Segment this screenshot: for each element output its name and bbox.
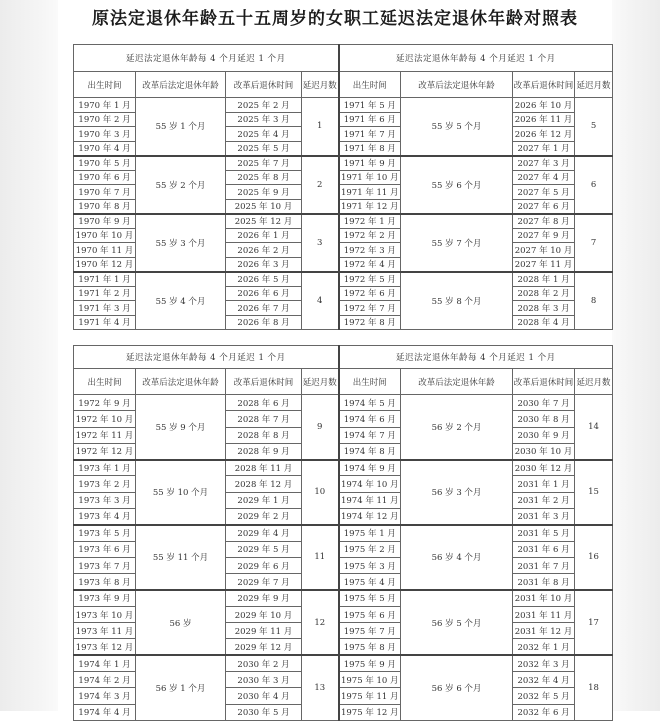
birth-cell: 1975 年 7 月 bbox=[339, 623, 401, 639]
retire-time-cell: 2029 年 2 月 bbox=[226, 509, 302, 525]
retire-time-cell: 2031 年 3 月 bbox=[513, 509, 575, 525]
retire-time-cell: 2027 年 6 月 bbox=[513, 199, 575, 214]
birth-cell: 1975 年 10 月 bbox=[339, 672, 401, 688]
retire-time-cell: 2029 年 7 月 bbox=[226, 574, 302, 590]
delay-months-cell: 3 bbox=[302, 214, 339, 272]
table-row bbox=[74, 98, 613, 113]
birth-cell: 1970 年 12 月 bbox=[74, 257, 136, 272]
table-row bbox=[74, 525, 613, 541]
retire-time-cell: 2027 年 9 月 bbox=[513, 228, 575, 243]
birth-cell: 1973 年 11 月 bbox=[74, 623, 136, 639]
delay-months-cell: 12 bbox=[302, 590, 339, 655]
retirement-age-cell: 55 岁 9 个月 bbox=[136, 395, 226, 460]
col-header-delay-right: 延迟月数 bbox=[575, 369, 613, 395]
delay-months-cell: 13 bbox=[302, 655, 339, 720]
col-header-age-right: 改革后法定退休年龄 bbox=[401, 72, 513, 98]
birth-cell: 1973 年 12 月 bbox=[74, 639, 136, 655]
retire-time-cell: 2030 年 7 月 bbox=[513, 395, 575, 411]
retire-time-cell: 2025 年 5 月 bbox=[226, 141, 302, 156]
col-header-age-right: 改革后法定退休年龄 bbox=[401, 369, 513, 395]
col-header-retire-left: 改革后退休时间 bbox=[226, 72, 302, 98]
retire-time-cell: 2027 年 4 月 bbox=[513, 170, 575, 185]
birth-cell: 1973 年 1 月 bbox=[74, 460, 136, 476]
col-header-birth-right: 出生时间 bbox=[339, 72, 401, 98]
birth-cell: 1973 年 6 月 bbox=[74, 541, 136, 557]
birth-cell: 1972 年 3 月 bbox=[339, 243, 401, 258]
birth-cell: 1970 年 7 月 bbox=[74, 185, 136, 200]
birth-cell: 1971 年 7 月 bbox=[339, 127, 401, 142]
retire-time-cell: 2028 年 7 月 bbox=[226, 411, 302, 427]
retire-time-cell: 2028 年 12 月 bbox=[226, 476, 302, 492]
page-title: 原法定退休年龄五十五周岁的女职工延迟法定退休年龄对照表 bbox=[92, 9, 578, 29]
retirement-age-cell: 55 岁 6 个月 bbox=[401, 156, 513, 214]
retire-time-cell: 2028 年 2 月 bbox=[513, 286, 575, 301]
retire-time-cell: 2028 年 8 月 bbox=[226, 427, 302, 443]
birth-cell: 1974 年 7 月 bbox=[339, 427, 401, 443]
table-row bbox=[74, 460, 613, 476]
retire-time-cell: 2027 年 1 月 bbox=[513, 141, 575, 156]
birth-cell: 1970 年 4 月 bbox=[74, 141, 136, 156]
retire-time-cell: 2025 年 4 月 bbox=[226, 127, 302, 142]
col-header-delay-right: 延迟月数 bbox=[575, 72, 613, 98]
birth-cell: 1970 年 10 月 bbox=[74, 228, 136, 243]
retirement-age-cell: 56 岁 5 个月 bbox=[401, 590, 513, 655]
delay-months-cell: 18 bbox=[575, 655, 613, 720]
retire-time-cell: 2029 年 4 月 bbox=[226, 525, 302, 541]
retire-time-cell: 2031 年 2 月 bbox=[513, 492, 575, 508]
birth-cell: 1974 年 8 月 bbox=[339, 443, 401, 459]
table-row bbox=[74, 214, 613, 229]
retire-time-cell: 2025 年 3 月 bbox=[226, 112, 302, 127]
section-header-left: 延迟法定退休年龄每 4 个月延迟 1 个月 bbox=[74, 45, 339, 72]
retire-time-cell: 2027 年 10 月 bbox=[513, 243, 575, 258]
retire-time-cell: 2030 年 8 月 bbox=[513, 411, 575, 427]
birth-cell: 1972 年 9 月 bbox=[74, 395, 136, 411]
table-row bbox=[74, 590, 613, 606]
column-header-row bbox=[74, 369, 613, 395]
birth-cell: 1971 年 3 月 bbox=[74, 301, 136, 316]
birth-cell: 1971 年 11 月 bbox=[339, 185, 401, 200]
delay-months-cell: 17 bbox=[575, 590, 613, 655]
table-row bbox=[74, 156, 613, 171]
birth-cell: 1971 年 6 月 bbox=[339, 112, 401, 127]
birth-cell: 1974 年 11 月 bbox=[339, 492, 401, 508]
birth-cell: 1973 年 10 月 bbox=[74, 606, 136, 622]
retirement-age-cell: 56 岁 2 个月 bbox=[401, 395, 513, 460]
birth-cell: 1970 年 9 月 bbox=[74, 214, 136, 229]
retire-time-cell: 2029 年 9 月 bbox=[226, 590, 302, 606]
delay-months-cell: 15 bbox=[575, 460, 613, 525]
birth-cell: 1975 年 9 月 bbox=[339, 655, 401, 671]
col-header-delay-left: 延迟月数 bbox=[302, 72, 339, 98]
retire-time-cell: 2028 年 11 月 bbox=[226, 460, 302, 476]
section-header-row bbox=[74, 346, 613, 369]
birth-cell: 1975 年 4 月 bbox=[339, 574, 401, 590]
section-header-row bbox=[74, 45, 613, 72]
birth-cell: 1971 年 2 月 bbox=[74, 286, 136, 301]
retire-time-cell: 2025 年 9 月 bbox=[226, 185, 302, 200]
birth-cell: 1972 年 6 月 bbox=[339, 286, 401, 301]
retire-time-cell: 2029 年 11 月 bbox=[226, 623, 302, 639]
retire-time-cell: 2028 年 9 月 bbox=[226, 443, 302, 459]
birth-cell: 1973 年 9 月 bbox=[74, 590, 136, 606]
retire-time-cell: 2026 年 6 月 bbox=[226, 286, 302, 301]
birth-cell: 1974 年 3 月 bbox=[74, 688, 136, 704]
retirement-age-cell: 56 岁 1 个月 bbox=[136, 655, 226, 720]
birth-cell: 1974 年 6 月 bbox=[339, 411, 401, 427]
birth-cell: 1972 年 7 月 bbox=[339, 301, 401, 316]
retire-time-cell: 2029 年 1 月 bbox=[226, 492, 302, 508]
table-row bbox=[74, 655, 613, 671]
birth-cell: 1973 年 5 月 bbox=[74, 525, 136, 541]
retire-time-cell: 2032 年 6 月 bbox=[513, 704, 575, 720]
retire-time-cell: 2032 年 5 月 bbox=[513, 688, 575, 704]
birth-cell: 1970 年 11 月 bbox=[74, 243, 136, 258]
retire-time-cell: 2026 年 3 月 bbox=[226, 257, 302, 272]
retire-time-cell: 2031 年 1 月 bbox=[513, 476, 575, 492]
retirement-table-2 bbox=[73, 345, 613, 721]
birth-cell: 1971 年 9 月 bbox=[339, 156, 401, 171]
retire-time-cell: 2032 年 3 月 bbox=[513, 655, 575, 671]
col-header-age-left: 改革后法定退休年龄 bbox=[136, 72, 226, 98]
birth-cell: 1972 年 2 月 bbox=[339, 228, 401, 243]
delay-months-cell: 8 bbox=[575, 272, 613, 330]
retire-time-cell: 2031 年 8 月 bbox=[513, 574, 575, 590]
page-right-margin bbox=[612, 0, 660, 711]
birth-cell: 1970 年 8 月 bbox=[74, 199, 136, 214]
birth-cell: 1971 年 8 月 bbox=[339, 141, 401, 156]
retirement-table-1 bbox=[73, 44, 613, 330]
col-header-retire-right: 改革后退休时间 bbox=[513, 369, 575, 395]
birth-cell: 1973 年 4 月 bbox=[74, 509, 136, 525]
birth-cell: 1972 年 1 月 bbox=[339, 214, 401, 229]
birth-cell: 1970 年 5 月 bbox=[74, 156, 136, 171]
birth-cell: 1974 年 1 月 bbox=[74, 655, 136, 671]
birth-cell: 1974 年 2 月 bbox=[74, 672, 136, 688]
birth-cell: 1975 年 2 月 bbox=[339, 541, 401, 557]
birth-cell: 1975 年 12 月 bbox=[339, 704, 401, 720]
retire-time-cell: 2026 年 8 月 bbox=[226, 315, 302, 330]
col-header-retire-right: 改革后退休时间 bbox=[513, 72, 575, 98]
retirement-age-cell: 56 岁 4 个月 bbox=[401, 525, 513, 590]
retirement-age-cell: 55 岁 1 个月 bbox=[136, 98, 226, 156]
delay-months-cell: 10 bbox=[302, 460, 339, 525]
retire-time-cell: 2028 年 4 月 bbox=[513, 315, 575, 330]
retirement-age-cell: 55 岁 11 个月 bbox=[136, 525, 226, 590]
retirement-age-cell: 55 岁 10 个月 bbox=[136, 460, 226, 525]
retirement-age-cell: 55 岁 7 个月 bbox=[401, 214, 513, 272]
birth-cell: 1972 年 4 月 bbox=[339, 257, 401, 272]
birth-cell: 1975 年 8 月 bbox=[339, 639, 401, 655]
retire-time-cell: 2030 年 9 月 bbox=[513, 427, 575, 443]
retirement-age-cell: 56 岁 6 个月 bbox=[401, 655, 513, 720]
retire-time-cell: 2031 年 10 月 bbox=[513, 590, 575, 606]
col-header-delay-left: 延迟月数 bbox=[302, 369, 339, 395]
retire-time-cell: 2030 年 4 月 bbox=[226, 688, 302, 704]
delay-months-cell: 1 bbox=[302, 98, 339, 156]
retire-time-cell: 2032 年 1 月 bbox=[513, 639, 575, 655]
retire-time-cell: 2029 年 6 月 bbox=[226, 557, 302, 573]
retire-time-cell: 2026 年 5 月 bbox=[226, 272, 302, 287]
retire-time-cell: 2029 年 5 月 bbox=[226, 541, 302, 557]
retire-time-cell: 2031 年 11 月 bbox=[513, 606, 575, 622]
table-row bbox=[74, 395, 613, 411]
retire-time-cell: 2030 年 2 月 bbox=[226, 655, 302, 671]
table-row bbox=[74, 272, 613, 287]
retirement-age-cell: 55 岁 8 个月 bbox=[401, 272, 513, 330]
retire-time-cell: 2028 年 1 月 bbox=[513, 272, 575, 287]
retire-time-cell: 2026 年 7 月 bbox=[226, 301, 302, 316]
birth-cell: 1974 年 10 月 bbox=[339, 476, 401, 492]
delay-months-cell: 16 bbox=[575, 525, 613, 590]
birth-cell: 1974 年 12 月 bbox=[339, 509, 401, 525]
section-header-left: 延迟法定退休年龄每 4 个月延迟 1 个月 bbox=[74, 346, 339, 369]
retire-time-cell: 2031 年 6 月 bbox=[513, 541, 575, 557]
col-header-birth-left: 出生时间 bbox=[74, 369, 136, 395]
retire-time-cell: 2030 年 12 月 bbox=[513, 460, 575, 476]
birth-cell: 1970 年 2 月 bbox=[74, 112, 136, 127]
retirement-age-cell: 55 岁 5 个月 bbox=[401, 98, 513, 156]
delay-months-cell: 2 bbox=[302, 156, 339, 214]
birth-cell: 1973 年 7 月 bbox=[74, 557, 136, 573]
page-left-margin bbox=[0, 0, 58, 711]
retire-time-cell: 2026 年 10 月 bbox=[513, 98, 575, 113]
birth-cell: 1971 年 4 月 bbox=[74, 315, 136, 330]
retire-time-cell: 2027 年 8 月 bbox=[513, 214, 575, 229]
delay-months-cell: 5 bbox=[575, 98, 613, 156]
birth-cell: 1974 年 4 月 bbox=[74, 704, 136, 720]
birth-cell: 1975 年 11 月 bbox=[339, 688, 401, 704]
birth-cell: 1975 年 1 月 bbox=[339, 525, 401, 541]
birth-cell: 1972 年 10 月 bbox=[74, 411, 136, 427]
delay-months-cell: 4 bbox=[302, 272, 339, 330]
retire-time-cell: 2026 年 2 月 bbox=[226, 243, 302, 258]
birth-cell: 1974 年 5 月 bbox=[339, 395, 401, 411]
delay-months-cell: 6 bbox=[575, 156, 613, 214]
retire-time-cell: 2031 年 5 月 bbox=[513, 525, 575, 541]
birth-cell: 1974 年 9 月 bbox=[339, 460, 401, 476]
retirement-age-cell: 55 岁 3 个月 bbox=[136, 214, 226, 272]
retire-time-cell: 2025 年 8 月 bbox=[226, 170, 302, 185]
retire-time-cell: 2029 年 12 月 bbox=[226, 639, 302, 655]
retirement-age-cell: 55 岁 2 个月 bbox=[136, 156, 226, 214]
birth-cell: 1971 年 10 月 bbox=[339, 170, 401, 185]
retire-time-cell: 2025 年 7 月 bbox=[226, 156, 302, 171]
birth-cell: 1971 年 5 月 bbox=[339, 98, 401, 113]
birth-cell: 1970 年 3 月 bbox=[74, 127, 136, 142]
retire-time-cell: 2025 年 10 月 bbox=[226, 199, 302, 214]
retire-time-cell: 2026 年 12 月 bbox=[513, 127, 575, 142]
retire-time-cell: 2031 年 7 月 bbox=[513, 557, 575, 573]
retire-time-cell: 2026 年 11 月 bbox=[513, 112, 575, 127]
col-header-birth-left: 出生时间 bbox=[74, 72, 136, 98]
delay-months-cell: 11 bbox=[302, 525, 339, 590]
delay-months-cell: 9 bbox=[302, 395, 339, 460]
birth-cell: 1972 年 5 月 bbox=[339, 272, 401, 287]
delay-months-cell: 14 bbox=[575, 395, 613, 460]
birth-cell: 1970 年 6 月 bbox=[74, 170, 136, 185]
birth-cell: 1975 年 5 月 bbox=[339, 590, 401, 606]
retire-time-cell: 2026 年 1 月 bbox=[226, 228, 302, 243]
birth-cell: 1975 年 3 月 bbox=[339, 557, 401, 573]
col-header-age-left: 改革后法定退休年龄 bbox=[136, 369, 226, 395]
retire-time-cell: 2027 年 5 月 bbox=[513, 185, 575, 200]
birth-cell: 1971 年 12 月 bbox=[339, 199, 401, 214]
retirement-age-cell: 55 岁 4 个月 bbox=[136, 272, 226, 330]
retire-time-cell: 2027 年 3 月 bbox=[513, 156, 575, 171]
retire-time-cell: 2030 年 10 月 bbox=[513, 443, 575, 459]
birth-cell: 1972 年 12 月 bbox=[74, 443, 136, 459]
col-header-birth-right: 出生时间 bbox=[339, 369, 401, 395]
birth-cell: 1973 年 2 月 bbox=[74, 476, 136, 492]
delay-months-cell: 7 bbox=[575, 214, 613, 272]
birth-cell: 1970 年 1 月 bbox=[74, 98, 136, 113]
retirement-age-cell: 56 岁 bbox=[136, 590, 226, 655]
birth-cell: 1973 年 8 月 bbox=[74, 574, 136, 590]
birth-cell: 1973 年 3 月 bbox=[74, 492, 136, 508]
col-header-retire-left: 改革后退休时间 bbox=[226, 369, 302, 395]
retire-time-cell: 2027 年 11 月 bbox=[513, 257, 575, 272]
birth-cell: 1972 年 8 月 bbox=[339, 315, 401, 330]
section-header-right: 延迟法定退休年龄每 4 个月延迟 1 个月 bbox=[339, 346, 613, 369]
retire-time-cell: 2029 年 10 月 bbox=[226, 606, 302, 622]
birth-cell: 1972 年 11 月 bbox=[74, 427, 136, 443]
retire-time-cell: 2028 年 3 月 bbox=[513, 301, 575, 316]
retire-time-cell: 2030 年 5 月 bbox=[226, 704, 302, 720]
birth-cell: 1975 年 6 月 bbox=[339, 606, 401, 622]
retire-time-cell: 2028 年 6 月 bbox=[226, 395, 302, 411]
section-header-right: 延迟法定退休年龄每 4 个月延迟 1 个月 bbox=[339, 45, 613, 72]
retire-time-cell: 2032 年 4 月 bbox=[513, 672, 575, 688]
retire-time-cell: 2025 年 12 月 bbox=[226, 214, 302, 229]
retire-time-cell: 2031 年 12 月 bbox=[513, 623, 575, 639]
birth-cell: 1971 年 1 月 bbox=[74, 272, 136, 287]
retire-time-cell: 2030 年 3 月 bbox=[226, 672, 302, 688]
retire-time-cell: 2025 年 2 月 bbox=[226, 98, 302, 113]
column-header-row bbox=[74, 72, 613, 98]
retirement-age-cell: 56 岁 3 个月 bbox=[401, 460, 513, 525]
